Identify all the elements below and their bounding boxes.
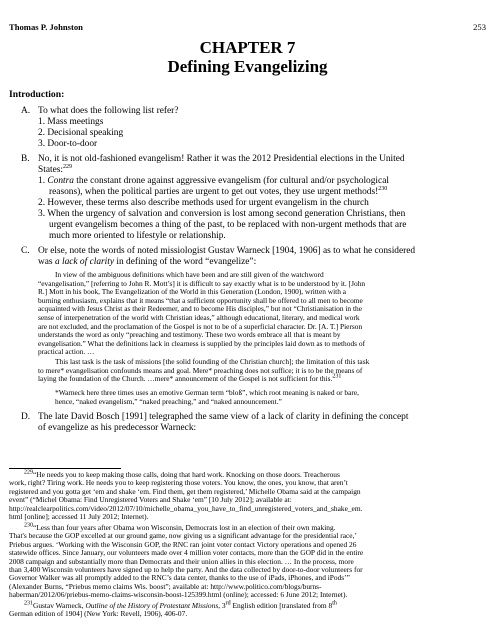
footnote-ref-231[interactable]: 231 xyxy=(332,373,342,380)
section-d-marker: D. xyxy=(21,412,31,422)
footnote-ref-229[interactable]: 229 xyxy=(63,163,72,170)
block-quote-line: laying the foundation of the Church. …mere* announcement of the Gospel is not sufficient for this.$^{231}$ xyxy=(38,373,342,384)
block-quote-line: to mere* evangelisation confounds means and goal. Mere* preaching does not suffice; it is to be the means of xyxy=(38,365,363,375)
footnote-url[interactable]: haberman/2012/06/priebus-memo-claims-wisconsin-boost-125399.html (online); accessed: 6 June 2012; Internet). xyxy=(9,590,348,600)
block-quote-line: practical action. … xyxy=(38,347,95,357)
block-quote-line: are not excluded, and the proclamation of the Gospel is not to be of a superficial character. Dr. [A. T.] Pierson xyxy=(38,321,363,331)
footnote-230: $^{230}$“Less than four years after Obama won Wisconsin, Democrats lost in an election of their own making. xyxy=(24,522,336,532)
block-quote-line: burning enthusiasm, explains that it means “that a sufficient opportunity shall be offered to all men to become xyxy=(38,295,363,305)
section-a-item: 1. Mass meetings xyxy=(38,117,104,127)
section-b-line: No, it is not old-fashioned evangelism! Rather it was the 2012 Presidential elections in the United xyxy=(38,154,405,164)
block-quote-note-line: *Warneck here three times uses an emotive German term “bloß”, which root meaning is naked or bare, xyxy=(55,388,359,397)
section-b-item-cont: reasons), when the political parties are urgent to get out votes, they use urgent methods!$^{230}$ xyxy=(49,185,388,197)
section-c-line: was a lack of clarity in defining of the word “evangelize”: xyxy=(38,257,257,267)
footnote-url[interactable]: http://realclearpolitics.com/video/2012/07/10/michelle_obama_you_have_to_find_unregistered_voters_and_shake_em. xyxy=(9,503,363,513)
footnote-line: than 3,400 Wisconsin volunteers have signed up to help the party. And the data collected by door-to-door volunteers for xyxy=(9,565,363,574)
block-quote-line: understands the word as only “preaching and testimony. These two words embrace all that is meant by xyxy=(38,330,341,340)
section-b-item-cont: urgent evangelism becomes a thing of the past, to be replaced with non-urgent methods that are xyxy=(49,220,407,230)
block-quote-first-line: This last task is the task of missions [the solid founding of the Christian church]; the limitation of this task xyxy=(55,357,370,366)
block-quote-line: sense of interpenetration of the world with Christian ideas,” although educational, literary, and medical work xyxy=(38,313,360,322)
footnote-number: 231 xyxy=(24,600,33,607)
block-quote-line: “evangelisation,” [referring to John R. Mott’s] it is difficult to say exactly what is to be understood by it. [John xyxy=(38,278,366,288)
footnote-number: 229 xyxy=(24,469,33,476)
footnote-line: (Alexander Burns, “Priebus memo claims Wis. boost”; available at: http://www.politico.com/blogs/burns- xyxy=(9,581,322,591)
block-quote-line: acquainted with Jesus Christ as their Redeemer, and to become His disciples,” but not “Christianisation in the xyxy=(38,304,363,314)
section-b-line-text: States: xyxy=(38,165,63,175)
section-d-line: The late David Bosch [1991] telegraphed the same view of a lack of clarity in defining the concept xyxy=(38,412,409,422)
emphasis-lack-of-clarity: a lack of clarity xyxy=(54,257,115,267)
footnote-231: $^{231}$Gustav Warneck, Outline of the History of Protestant Missions, 3rd English edition [translated from 8th xyxy=(24,600,337,610)
footnote-line: registered and you gotta get ‘em and shake ‘em. Find them, get them registered,’ Michelle Obama said at the campaign xyxy=(9,486,361,496)
section-c-line: Or else, note the words of noted missiologist Gustav Warneck [1904, 1906] as to what he considered xyxy=(38,246,416,256)
footnote-line: statewide offices. Since January, our volunteers made over 4 million voter contacts, more than the GOP did in the entire xyxy=(9,548,364,558)
section-a-item: 2. Decisional speaking xyxy=(38,128,124,138)
book-title: Outline of the History of Protestant Missions xyxy=(85,601,219,610)
section-b-item: 3. When the urgency of salvation and conversion is lost among second generation Christians, then xyxy=(38,209,406,219)
footnote-line: That's because the GOP excelled at our ground game, now giving us a significant advantage for the presidential race,’ xyxy=(9,531,357,541)
section-b-marker: B. xyxy=(21,154,30,164)
section-b-line xyxy=(38,165,72,176)
footnote-229: $^{229}$“He needs you to keep making those calls, doing that hard work. Knocking on those doors. Treacherous xyxy=(24,469,340,479)
block-quote-first-line: In view of the ambiguous definitions which have been and are still given of the watchword xyxy=(55,270,324,279)
section-a-item: 3. Door-to-door xyxy=(38,139,98,149)
chapter-label: CHAPTER 7 xyxy=(199,38,296,57)
footnote-line: Priebus argues. ‘Working with the Wisconsin GOP, the RNC ran joint voter contact Victory operations and opened 26 xyxy=(9,539,357,549)
block-quote-note-line: hence, “naked evangelism,” “naked preaching,” and “naked announcement.” xyxy=(55,396,282,406)
block-quote-line: R.] Mott in his book, The Evangelization of the World in this Generation (London, 1900), written with a xyxy=(38,287,347,297)
section-b-item: 1. Contra the constant drone against aggressive evangelism (for cultural and/or psychological xyxy=(38,176,389,186)
section-a-marker: A. xyxy=(21,106,31,116)
section-b-item: 2. However, these terms also describe methods used for urgent evangelism in the church xyxy=(38,198,369,208)
footnote-line: work, right? Tiring work. He needs you to keep registering those voters. You know, the ones, you know, that aren’t xyxy=(9,478,348,488)
page-number: 253 xyxy=(473,22,486,32)
section-c-marker: C. xyxy=(21,246,30,256)
footnote-line: html [online]; accessed 11 July 2012; Internet). xyxy=(9,512,149,521)
footnote-number: 230 xyxy=(24,522,33,529)
section-d-line: of evangelize as his predecessor Warneck: xyxy=(38,423,197,433)
footnote-line: event” (“Michel Obama: Find Unregistered Voters and Shake ‘em” [10 July 2012]; available at: xyxy=(9,495,292,505)
section-b-item-cont: much more oriented to lifestyle or relationship. xyxy=(49,231,226,241)
footnote-ref-230[interactable]: 230 xyxy=(378,185,388,192)
footnote-line: German edition of 1904] (New York: Revell, 1906), 406-07. xyxy=(9,609,188,619)
footnote-line: 2008 campaign and substantially more than Democrats and their union allies in this election. … In the process, more xyxy=(9,556,354,566)
chapter-title: Defining Evangelizing xyxy=(167,57,328,76)
introduction-heading: Introduction: xyxy=(9,89,65,100)
emphasis-contra: Contra xyxy=(47,176,74,186)
running-header-author: Thomas P. Johnston xyxy=(9,22,83,32)
block-quote-line: evangelisation.” What the definitions lack in clearness is supplied by the principles laid down as to methods of xyxy=(38,338,366,348)
section-a-text: To what does the following list refer? xyxy=(38,106,179,116)
footnote-line: Governor Walker was all promptly added to the RNC’s data center, thanks to the use of iPads, iPhones, and iPods’” xyxy=(9,573,350,583)
